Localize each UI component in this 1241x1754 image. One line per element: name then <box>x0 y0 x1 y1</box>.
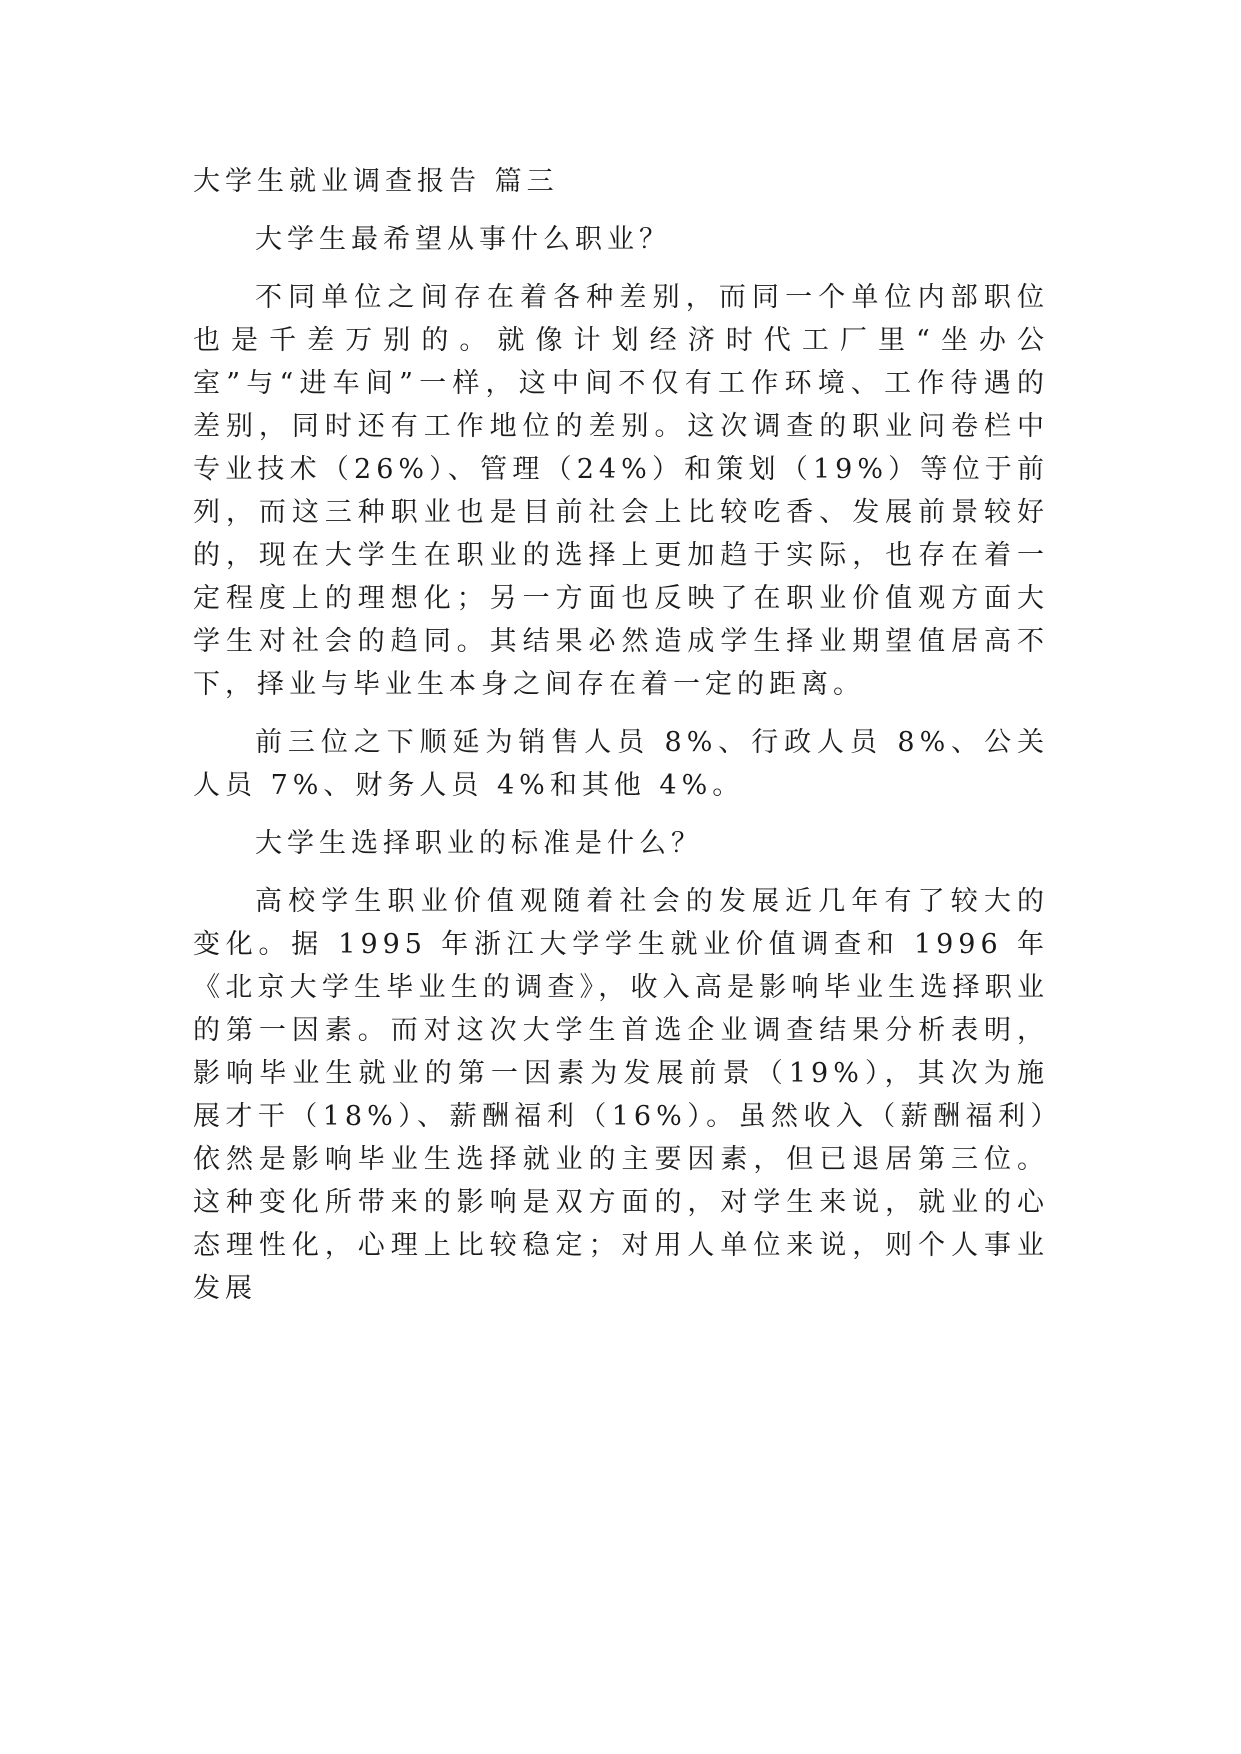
section-heading-career-preference: 大学生最希望从事什么职业？ <box>255 224 671 255</box>
document-body <box>193 160 1049 1310</box>
document-title: 大学生就业调查报告 篇三 <box>193 166 559 197</box>
paragraph-career-ranking: 前三位之下顺延为销售人员 8%、行政人员 8%、公关人员 7%、财务人员 4%和其他 4%。 <box>193 727 1049 801</box>
paragraph-career-differences: 不同单位之间存在着各种差别，而同一个单位内部职位也是千差万别的。就像计划经济时代工厂里“坐办公室”与“进车间”一样，这中间不仅有工作环境、工作待遇的差别，同时还有工作地位的差别。这次调查的职业问卷栏中专业技术（26%）、管理（24%）和策划（19%）等位于前列，而这三种职业也是目前社会上比较吃香、发展前景较好的，现在大学生在职业的选择上更加趋于实际，也存在着一定程度上的理想化；另一方面也反映了在职业价值观方面大学生对社会的趋同。其结果必然造成学生择业期望值居高不下，择业与毕业生本身之间存在着一定的距离。 <box>193 282 1049 700</box>
section-heading-career-criteria: 大学生选择职业的标准是什么？ <box>255 828 703 859</box>
paragraph-career-values: 高校学生职业价值观随着社会的发展近几年有了较大的变化。据 1995 年浙江大学学生就业价值调查和 1996 年《北京大学生毕业生的调查》，收入高是影响毕业生选择职业的第一因素。而对这次大学生首选企业调查结果分析表明，影响毕业生就业的第一因素为发展前景（19%），其次为施展才干（18%）、薪酬福利（16%）。虽然收入（薪酬福利）依然是影响毕业生选择就业的主要因素，但已退居第三位。这种变化所带来的影响是双方面的，对学生来说，就业的心态理性化，心理上比较稳定；对用人单位来说，则个人事业发展 <box>193 886 1049 1304</box>
